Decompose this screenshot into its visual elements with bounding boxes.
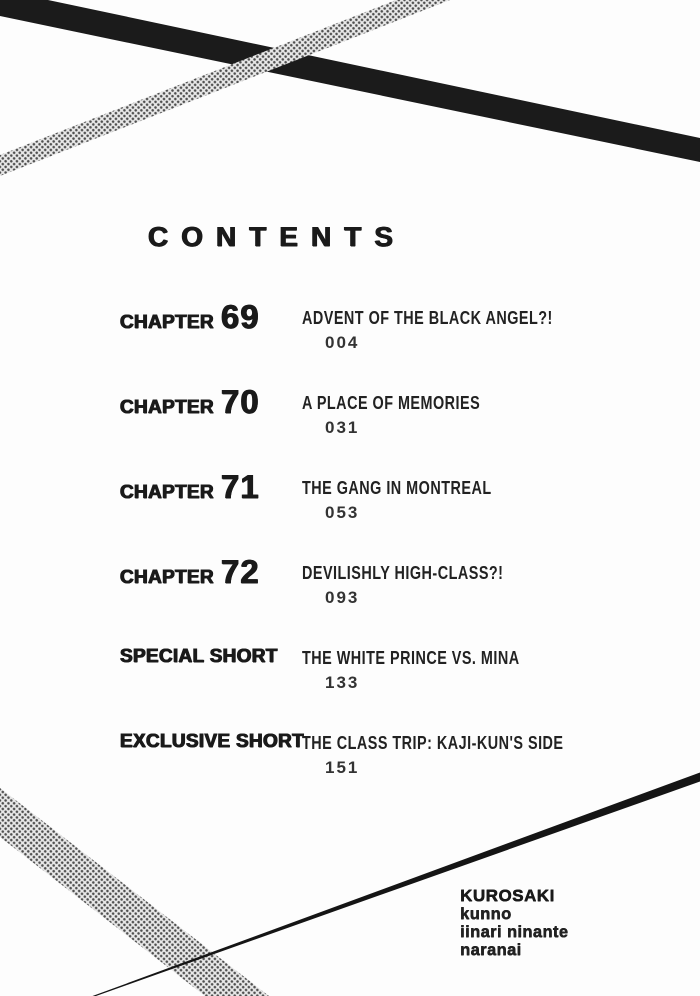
chapter-page-number: 133 (325, 673, 360, 692)
chapter-page-number: 004 (325, 333, 360, 352)
toc-entry (120, 635, 640, 720)
toc-entry (120, 295, 640, 380)
chapter-number: 72 (220, 553, 260, 590)
chapter-number: 69 (220, 298, 260, 335)
toc-entry (120, 380, 640, 465)
chapter-label-text: CHAPTER (120, 482, 214, 503)
chapter-label (120, 555, 260, 596)
chapter-label-text: CHAPTER (120, 567, 214, 588)
series-title-line: kunno (460, 905, 512, 923)
series-title-block (460, 887, 568, 959)
chapter-label (120, 385, 260, 426)
chapter-page-number: 053 (325, 503, 360, 522)
chapter-label (120, 300, 260, 341)
chapter-title: DEVILISHLY HIGH-CLASS?! (302, 563, 504, 583)
page-title: CONTENTS (148, 221, 406, 252)
toc-entry (120, 720, 640, 805)
chapter-title: THE WHITE PRINCE VS. MINA (302, 648, 520, 668)
chapter-label-text: EXCLUSIVE SHORT (120, 731, 304, 752)
toc-entry (120, 465, 640, 550)
toc-entry (120, 550, 640, 635)
chapter-title: ADVENT OF THE BLACK ANGEL?! (302, 308, 553, 328)
chapter-page-number: 093 (325, 588, 360, 607)
chapter-page-number: 151 (325, 758, 360, 777)
series-title-line: iinari ninante (460, 923, 569, 941)
series-title-caps: KUROSAKI (460, 886, 555, 905)
chapter-label (120, 470, 260, 511)
series-title-line: naranai (460, 941, 522, 959)
chapter-label-text: SPECIAL SHORT (120, 646, 278, 667)
chapter-number: 70 (220, 383, 260, 420)
chapter-label (120, 640, 278, 675)
chapter-title: THE GANG IN MONTREAL (302, 478, 492, 498)
chapter-title: A PLACE OF MEMORIES (302, 393, 481, 413)
chapter-page-number: 031 (325, 418, 360, 437)
chapter-number: 71 (220, 468, 260, 505)
chapter-label-text: CHAPTER (120, 312, 214, 333)
chapter-label (120, 725, 304, 760)
chapter-label-text: CHAPTER (120, 397, 214, 418)
chapter-title: THE CLASS TRIP: KAJI-KUN'S SIDE (302, 733, 564, 753)
